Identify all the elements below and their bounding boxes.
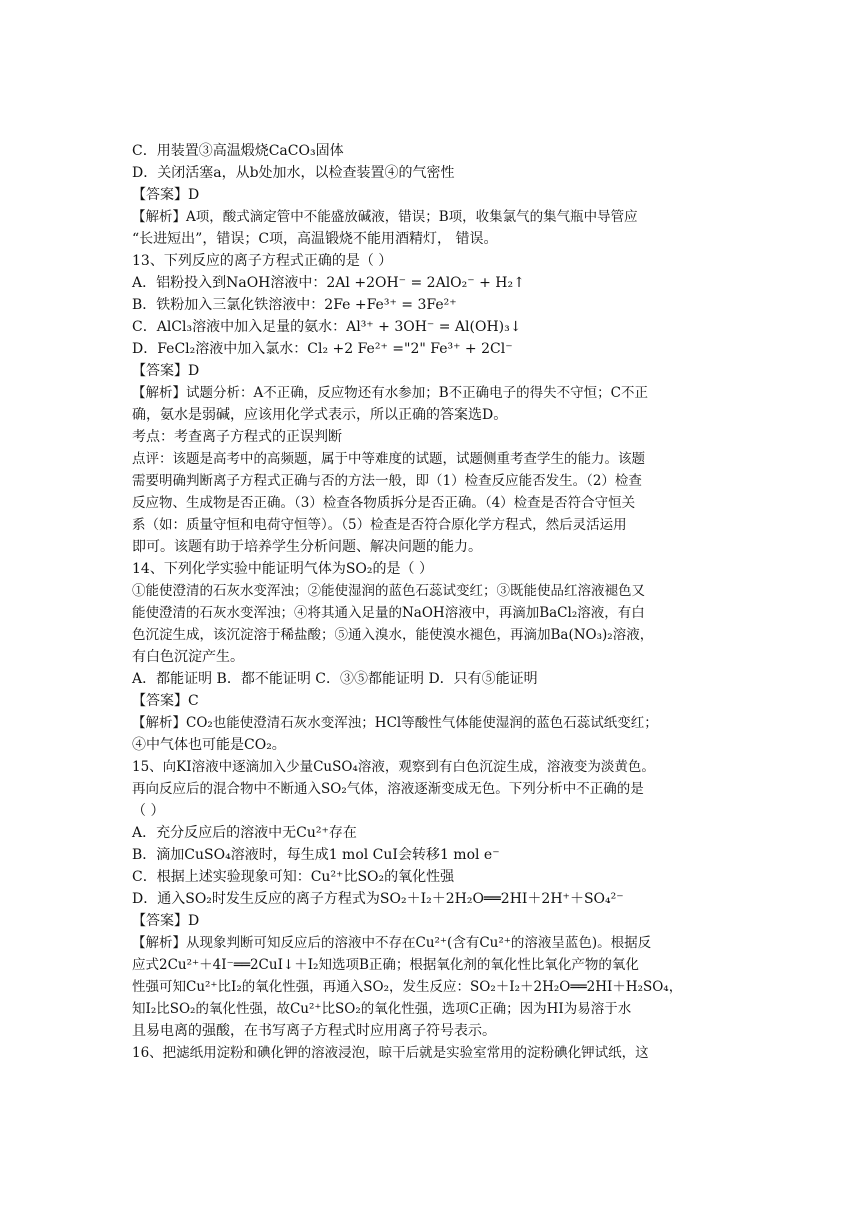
- answer-line: 【答案】C: [132, 693, 199, 709]
- text-line: 性强可知Cu²⁺比I₂的氧化性强，再通入SO₂，发生反应：SO₂＋I₂＋2H₂O══2HI＋H₂SO₄，: [132, 979, 683, 995]
- question-15: 15、向KI溶液中逐滴加入少量CuSO₄溶液，观察到有白色沉淀生成，溶液变为淡黄色。: [132, 759, 655, 775]
- text-line: 能使澄清的石灰水变浑浊；④将其通入足量的NaOH溶液中，再滴加BaCl₂溶液，有白: [132, 605, 645, 621]
- text-line: 即可。该题有助于培养学生分析问题、解决问题的能力。: [132, 539, 482, 555]
- text-line: 再向反应后的混合物中不断通入SO₂气体，溶液逐渐变成无色。下列分析中不正确的是: [132, 781, 644, 797]
- option-d: D．FeCl₂溶液中加入氯水：Cl₂ +2 Fe²⁺ ="2" Fe³⁺ + 2Cl⁻: [132, 341, 513, 357]
- analysis-line: 【解析】CO₂也能使澄清石灰水变浑浊；HCl等酸性气体能使湿润的蓝色石蕊试纸变红；: [132, 715, 658, 731]
- text-line: 且易电离的强酸，在书写离子方程式时应用离子符号表示。: [132, 1023, 496, 1039]
- text-line: C．用装置③高温煅烧CaCO₃固体: [132, 143, 344, 159]
- option-b: B．滴加CuSO₄溶液时，每生成1 mol CuI会转移1 mol e⁻: [132, 847, 500, 863]
- text-line: 系（如：质量守恒和电荷守恒等）。（5）检查是否符合原化学方程式，然后灵活运用: [132, 517, 627, 533]
- text-line: 应式2Cu²⁺＋4I⁻══2CuI↓＋I₂知选项B正确；根据氧化剂的氧化性比氧化产物的氧化: [132, 957, 639, 973]
- text-line: “长进短出”，错误；C项，高温锻烧不能用酒精灯， 错误。: [132, 231, 498, 247]
- option-c: C．AlCl₃溶液中加入足量的氨水：Al³⁺ + 3OH⁻ = Al(OH)₃↓: [132, 319, 522, 335]
- text-line: ①能使澄清的石灰水变浑浊；②能使湿润的蓝色石蕊试变红；③既能使品红溶液褪色又: [132, 583, 645, 599]
- answer-line: 【答案】D: [132, 187, 200, 203]
- question-13: 13、下列反应的离子方程式正确的是（ ）: [132, 253, 393, 269]
- text-line: 色沉淀生成，该沉淀溶于稀盐酸；⑤通入溴水，能使溴水褪色，再滴加Ba(NO₃)₂溶液，: [132, 627, 654, 643]
- analysis-line: 【解析】试题分析：A不正确，反应物还有水参加；B不正确电子的得失不守恒；C不正: [132, 385, 648, 401]
- text-line: 需要明确判断离子方程式正确与否的方法一般，即（1）检查反应能否发生。（2）检查: [132, 473, 642, 489]
- answer-line: 【答案】D: [132, 913, 200, 929]
- answer-line: 【答案】D: [132, 363, 200, 379]
- analysis-line: 【解析】A项，酸式滴定管中不能盛放碱液，错误；B项，收集氯气的集气瓶中导管应: [132, 209, 638, 225]
- text-line: 知I₂比SO₂的氧化性强，故Cu²⁺比SO₂的氧化性强，选项C正确；因为HI为易溶于水: [132, 1001, 632, 1017]
- question-16: 16、把滤纸用淀粉和碘化钾的溶液浸泡，晾干后就是实验室常用的淀粉碘化钾试纸，这: [132, 1045, 649, 1061]
- document-page: [132, 140, 732, 1064]
- text-line: 考点：考查离子方程式的正误判断: [132, 429, 342, 445]
- question-14: 14、下列化学实验中能证明气体为SO₂的是（ ）: [132, 561, 433, 577]
- text-line: （ ）: [132, 803, 165, 819]
- comment-line: 点评：该题是高考中的高频题，属于中等难度的试题，试题侧重考查学生的能力。该题: [132, 451, 645, 467]
- option-b: B．铁粉加入三氯化铁溶液中：2Fe +Fe³⁺ = 3Fe²⁺: [132, 297, 457, 313]
- option-d: D．通入SO₂时发生反应的离子方程式为SO₂＋I₂＋2H₂O══2HI＋2H⁺＋SO₄²⁻: [132, 891, 624, 907]
- text-line: ④中气体也可能是CO₂。: [132, 737, 286, 753]
- option-a: A．铝粉投入到NaOH溶液中：2Al +2OH⁻ = 2AlO₂⁻ + H₂↑: [132, 275, 525, 291]
- text-line: D．关闭活塞a，从b处加水，以检查装置④的气密性: [132, 165, 455, 181]
- text-line: 有白色沉淀产生。: [132, 649, 244, 665]
- options-line: A．都能证明 B．都不能证明 C．③⑤都能证明 D．只有⑤能证明: [132, 671, 538, 687]
- text-line: 确，氨水是弱碱，应该用化学式表示，所以正确的答案选D。: [132, 407, 508, 423]
- option-c: C．根据上述实验现象可知：Cu²⁺比SO₂的氧化性强: [132, 869, 455, 885]
- analysis-line: 【解析】从现象判断可知反应后的溶液中不存在Cu²⁺(含有Cu²⁺的溶液呈蓝色)。根据反: [132, 935, 652, 951]
- text-line: 反应物、生成物是否正确。（3）检查各物质拆分是否正确。（4）检查是否符合守恒关: [132, 495, 636, 511]
- option-a: A．充分反应后的溶液中无Cu²⁺存在: [132, 825, 357, 841]
